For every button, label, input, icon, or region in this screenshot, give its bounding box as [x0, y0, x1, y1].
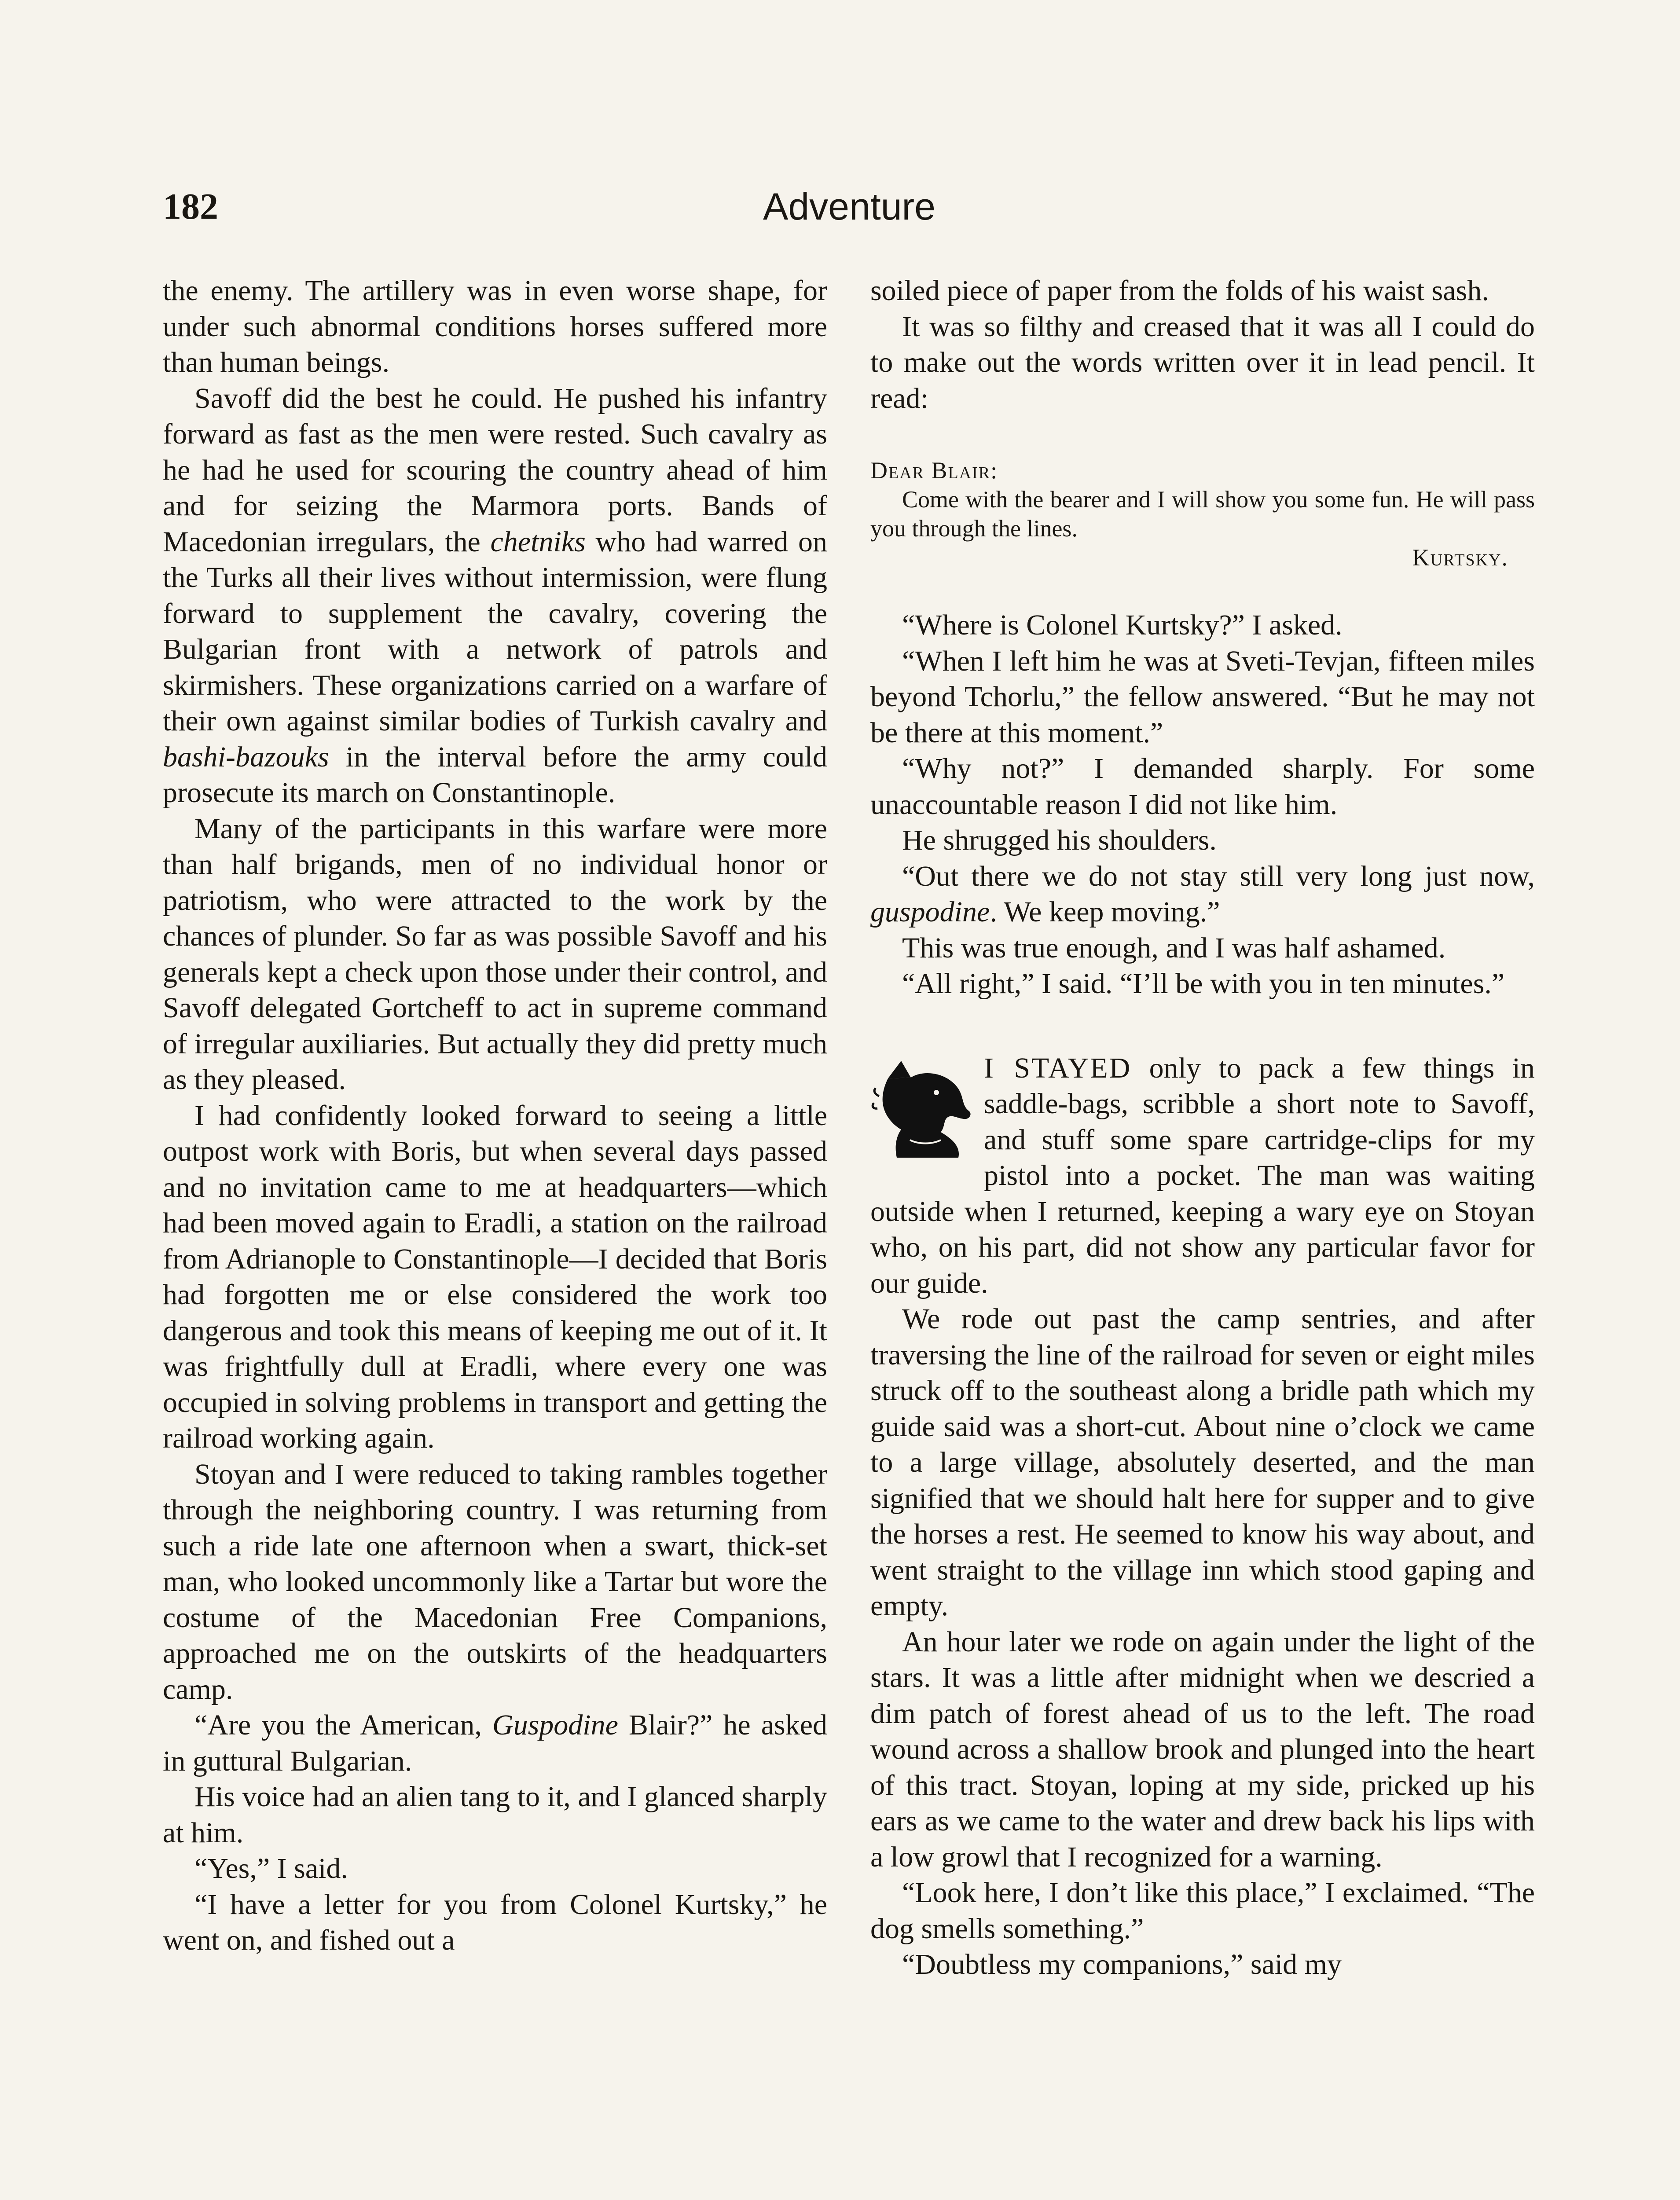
paragraph: An hour later we rode on again under the light of the stars. It was a little after midnight when we descried a dim patch of forest ahead of us to the left. The road wound across a shallow brook and plunged into the heart of this tract. Stoyan, loping at my side, pricked up his ears as we came to the water and drew back his lips with a low growl that I recognized for a warning. — [870, 1625, 1535, 1873]
italic-term: chetniks — [490, 525, 586, 558]
paragraph: “All right,” I said. “I’ll be with you in ten minutes.” — [902, 968, 1505, 1000]
paragraph: “I have a letter for you from Colonel Kurtsky,” he went on, and fished out a — [163, 1888, 827, 1956]
paragraph: Savoff did the best he could. He pushed his infantry forward as fast as the men were rested. Such cavalry as he had he used for scouring the country ahead of him and for seizing the Marmora ports. Bands of Macedonian irregulars, the chetniks who had warred on the Turks all their lives without intermission, were flung forward to supplement the cavalry, covering the Bulgarian front with a network of patrols and skirmishers. These organizations carried on a warfare of their own against similar bodies of Turkish cavalry and bashi-bazouks in the interval before the army could prosecute its march on Constantinople. — [163, 382, 827, 809]
paragraph: “Why not?” I demanded sharply. For some unaccountable reason I did not like him. — [870, 752, 1535, 821]
paragraph: I STAYED only to pack a few things in saddle-bags, scribble a short note to Savoff, and stuff some spare cartridge-clips for my pistol into a pocket. The man was waiting outside when I returned, keeping a wary eye on Stoyan who, on his part, did not show any particular favor for our guide. — [870, 1052, 1535, 1299]
running-title: Adventure — [763, 186, 936, 228]
paragraph: This was true enough, and I was half ashamed. — [902, 931, 1446, 964]
paragraph: We rode out past the camp sentries, and after traversing the line of the railroad for seven or eight miles struck off to the southeast along a bridle path which my guide said was a short-cut. About nine o’clock we came to a large village, absolutely deserted, and the man signified that we should halt here for supper and to give the horses a rest. He seemed to know his way about, and went straight to the village inn which stood gaping and empty. — [870, 1303, 1535, 1622]
paragraph: Stoyan and I were reduced to taking rambles together through the neighboring country. I was returning from such a ride late one afternoon when a swart, thick-set man, who looked uncommonly like a Tartar but wore the costume of the Macedonian Free Companions, approached me on the outskirts of the headquarters camp. — [163, 1458, 827, 1705]
quoted-letter — [870, 456, 1535, 572]
dog-head-icon — [870, 1052, 976, 1162]
paragraph: soiled piece of paper from the folds of his waist sash. — [870, 275, 1489, 307]
right-column — [870, 273, 1535, 1983]
letter-signature: Kurtsky. — [1412, 544, 1508, 571]
paragraph: “Look here, I don’t like this place,” I exclaimed. “The dog smells something.” — [870, 1877, 1535, 1945]
letter-body: Come with the bearer and I will show you some fun. He will pass you through the lines. — [870, 486, 1535, 542]
section-lead: I STAYED — [984, 1052, 1132, 1084]
left-column — [163, 273, 827, 1958]
paragraph: “Out there we do not stay still very long just now, guspodine. We keep moving.” — [870, 860, 1535, 928]
italic-term: guspodine — [870, 896, 990, 928]
italic-term: bashi-bazouks — [163, 741, 329, 773]
paragraph: “Are you the American, Guspodine Blair?” he asked in guttural Bulgarian. — [163, 1709, 827, 1777]
paragraph: the enemy. The artillery was in even worse shape, for under such abnormal conditions horses suffered more than human beings. — [163, 275, 827, 378]
paragraph: I had confidently looked forward to seeing a little outpost work with Boris, but when several days passed and no invitation came to me at headquarters—which had been moved again to Eradli, a station on the railroad from Adrianople to Constantinople—I decided that Boris had forgotten me or else considered the work too dangerous and took this means of keeping me out of it. It was frightfully dull at Eradli, where every one was occupied in solving problems in transport and getting the railroad working again. — [163, 1099, 827, 1454]
paragraph: His voice had an alien tang to it, and I glanced sharply at him. — [163, 1781, 827, 1849]
paragraph: “Doubtless my companions,” said my — [902, 1948, 1342, 1980]
paragraph: “Yes,” I said. — [194, 1852, 348, 1885]
paragraph: “Where is Colonel Kurtsky?” I asked. — [902, 609, 1343, 641]
letter-salutation: Dear Blair: — [870, 457, 998, 484]
paragraph: Many of the participants in this warfare were more than half brigands, men of no individual honor or patriotism, who were attracted to the work by the chances of plunder. So far as was possible Savoff and his generals kept a check upon those under their control, and Savoff delegated Gortcheff to act in supreme command of irregular auxiliaries. But actually they did pretty much as they pleased. — [163, 812, 827, 1096]
paragraph: “When I left him he was at Sveti-Tevjan, fifteen miles beyond Tchorlu,” the fellow answered. “But he may not be there at this moment.” — [870, 645, 1535, 749]
section-break — [870, 1050, 1535, 1302]
page-header — [163, 180, 1536, 233]
page-number: 182 — [163, 186, 218, 227]
paragraph: He shrugged his shoulders. — [902, 824, 1217, 856]
paragraph: It was so filthy and creased that it was all I could do to make out the words written over it in lead pencil. It read: — [870, 310, 1535, 414]
italic-term: Guspodine — [492, 1709, 618, 1741]
